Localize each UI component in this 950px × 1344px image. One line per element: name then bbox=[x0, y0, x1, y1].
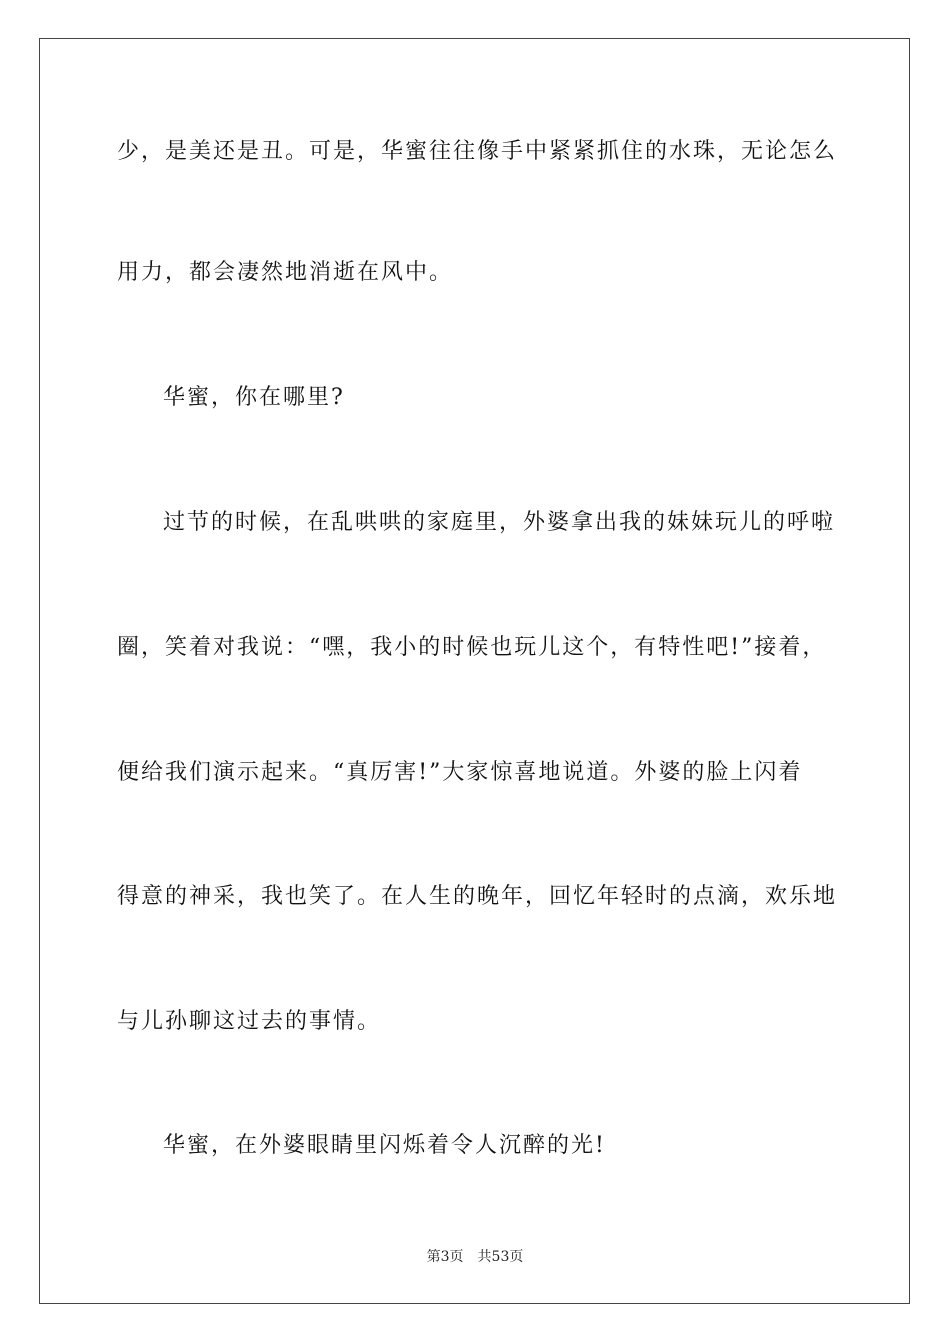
paragraph-line: 华蜜，你在哪里? bbox=[163, 385, 345, 410]
paragraph-line: 少，是美还是丑。可是，华蜜往往像手中紧紧抓住的水珠，无论怎么 bbox=[117, 139, 838, 164]
paragraph-line: 华蜜，在外婆眼睛里闪烁着令人沉醉的光! bbox=[163, 1133, 606, 1158]
page-border bbox=[39, 38, 910, 1304]
page-total: 共53页 bbox=[477, 1249, 524, 1265]
page-number: 第3页 bbox=[426, 1249, 464, 1265]
paragraph-line: 得意的神采，我也笑了。在人生的晚年，回忆年轻时的点滴，欢乐地 bbox=[117, 884, 838, 909]
paragraph-line: 便给我们演示起来。“真厉害!”大家惊喜地说道。外婆的脸上闪着 bbox=[117, 760, 803, 785]
page-footer bbox=[0, 1248, 950, 1266]
paragraph-line: 过节的时候，在乱哄哄的家庭里，外婆拿出我的妹妹玩儿的呼啦 bbox=[163, 510, 836, 535]
paragraph-line: 圈，笑着对我说：“嘿，我小的时候也玩儿这个，有特性吧!”接着， bbox=[117, 635, 827, 660]
paragraph-line: 与儿孙聊这过去的事情。 bbox=[117, 1009, 382, 1034]
paragraph-line: 用力，都会凄然地消逝在风中。 bbox=[117, 260, 454, 285]
